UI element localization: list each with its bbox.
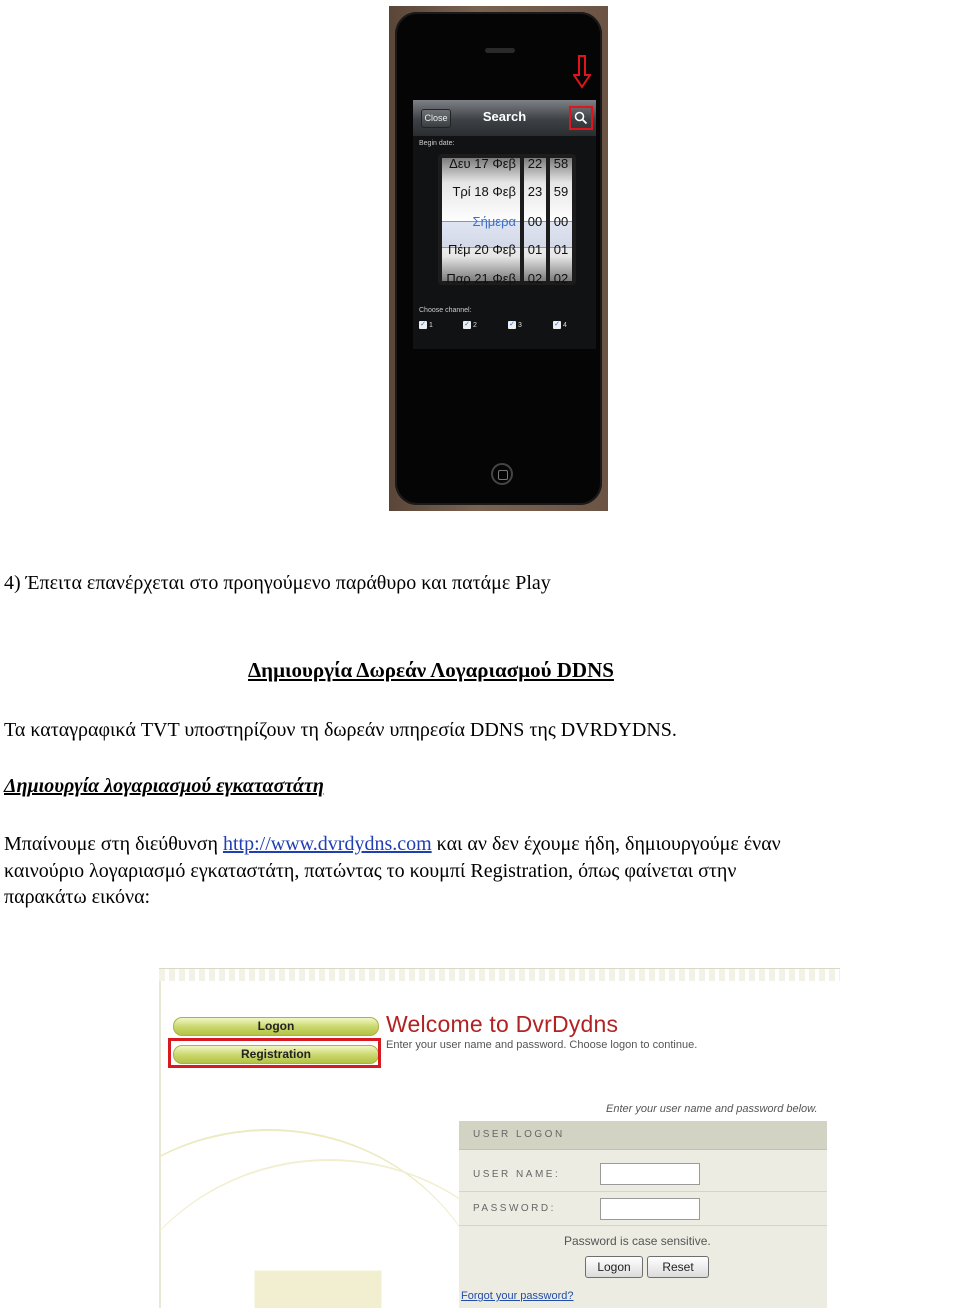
subheading: Δημιουργία λογαριασμού εγκαταστάτη bbox=[4, 775, 324, 797]
search-icon bbox=[574, 111, 588, 125]
header-stripes bbox=[159, 969, 840, 981]
picker-hour-item-selected[interactable]: 00 bbox=[527, 214, 543, 229]
channel-number: 3 bbox=[518, 321, 522, 329]
channel-number: 1 bbox=[429, 321, 433, 329]
picker-minute-item[interactable]: 59 bbox=[553, 184, 569, 199]
picker-date-item[interactable]: Πέμ 20 Φεβ bbox=[447, 242, 516, 257]
section-heading: Δημιουργία Δωρεάν Λογαριασμού DDNS bbox=[248, 658, 614, 682]
red-arrow-down-icon bbox=[573, 55, 591, 89]
login-form bbox=[459, 1121, 827, 1308]
logon-button[interactable]: Logon bbox=[585, 1256, 643, 1278]
channel-number: 4 bbox=[563, 321, 567, 329]
picker-hour-column[interactable] bbox=[524, 156, 546, 285]
login-form-header bbox=[459, 1121, 827, 1150]
checkbox-checked-icon: ✓ bbox=[554, 321, 560, 328]
login-form-title: USER LOGON bbox=[473, 1129, 565, 1140]
date-time-picker[interactable] bbox=[438, 154, 576, 285]
phone-navbar bbox=[413, 100, 596, 136]
checkbox-checked-icon: ✓ bbox=[509, 321, 515, 328]
username-input[interactable] bbox=[600, 1163, 700, 1185]
picker-date-item[interactable]: Δευ 17 Φεβ bbox=[449, 156, 516, 171]
dvrdydns-link[interactable]: http://www.dvrdydns.com bbox=[222, 833, 432, 855]
close-button[interactable]: Close bbox=[421, 109, 451, 128]
website-screenshot bbox=[159, 968, 840, 1308]
welcome-title: Welcome to DvrDydns bbox=[386, 1011, 619, 1037]
channel-number: 2 bbox=[473, 321, 477, 329]
paragraph-line-3: παρακάτω εικόνα: bbox=[4, 886, 151, 908]
step-4-text: 4) Έπειτα επανέρχεται στο προηγούμενο παράθυρο και πατάμε Play bbox=[4, 572, 551, 594]
picker-hour-item[interactable]: 23 bbox=[527, 184, 543, 199]
checkbox-checked-icon: ✓ bbox=[464, 321, 470, 328]
password-label: PASSWORD: bbox=[473, 1203, 556, 1214]
form-divider bbox=[459, 1191, 827, 1192]
channel-checkbox[interactable] bbox=[463, 321, 477, 329]
welcome-subtitle: Enter your user name and password. Choose logon to continue. bbox=[386, 1039, 698, 1051]
intro-line: Τα καταγραφικά TVT υποστηρίζουν τη δωρεάν υπηρεσία DDNS της DVRDYDNS. bbox=[4, 719, 677, 741]
picker-hour-item[interactable]: 02 bbox=[527, 271, 543, 285]
username-label: USER NAME: bbox=[473, 1169, 561, 1180]
form-divider bbox=[459, 1225, 827, 1226]
password-input[interactable] bbox=[600, 1198, 700, 1220]
phone-body bbox=[395, 12, 602, 505]
navbar-title: Search bbox=[482, 109, 527, 124]
case-sensitive-note: Password is case sensitive. bbox=[564, 1234, 711, 1248]
para-text-before-link: Μπαίνουμε στη διεύθυνση bbox=[4, 833, 223, 855]
picker-date-item[interactable]: Παρ 21 Φεβ bbox=[446, 271, 516, 285]
picker-minute-item-selected[interactable]: 00 bbox=[553, 214, 569, 229]
paragraph-line-1 bbox=[4, 831, 960, 858]
choose-channel-label: Choose channel: bbox=[419, 307, 472, 314]
channel-checkbox[interactable] bbox=[508, 321, 522, 329]
begin-date-label: Begin date: bbox=[419, 140, 455, 147]
checkbox-checked-icon: ✓ bbox=[420, 321, 426, 328]
enter-credentials-hint: Enter your user name and password below. bbox=[606, 1103, 818, 1115]
phone-speaker bbox=[485, 48, 515, 53]
registration-highlight-box bbox=[168, 1038, 381, 1068]
channel-checkbox[interactable] bbox=[553, 321, 567, 329]
instructions-paragraph bbox=[4, 831, 960, 911]
picker-date-item-selected[interactable]: Σήμερα bbox=[472, 214, 516, 229]
para-text-after-link: και αν δεν έχουμε ήδη, δημιουργούμε έναν bbox=[431, 833, 781, 855]
search-button-highlight[interactable] bbox=[569, 106, 593, 130]
picker-hour-item[interactable]: 22 bbox=[527, 156, 543, 171]
picker-minute-item[interactable]: 01 bbox=[553, 242, 569, 257]
channel-checkbox[interactable] bbox=[419, 321, 433, 329]
nav-logon-button[interactable]: Logon bbox=[173, 1017, 379, 1036]
reset-button[interactable]: Reset bbox=[647, 1256, 709, 1278]
picker-minute-item[interactable]: 58 bbox=[553, 156, 569, 171]
picker-minute-item[interactable]: 02 bbox=[553, 271, 569, 285]
paragraph-line-2: καινούριο λογαριασμό εγκαταστάτη, πατώντας το κουμπί Registration, όπως φαίνεται στην bbox=[4, 859, 737, 882]
picker-date-column[interactable] bbox=[442, 156, 520, 285]
picker-hour-item[interactable]: 01 bbox=[527, 242, 543, 257]
forgot-password-link[interactable]: Forgot your password? bbox=[461, 1290, 574, 1302]
home-button[interactable] bbox=[491, 463, 513, 485]
picker-minute-column[interactable] bbox=[550, 156, 572, 285]
phone-screen bbox=[413, 100, 596, 349]
picker-date-item[interactable]: Τρί 18 Φεβ bbox=[452, 184, 516, 199]
nav-registration-button[interactable]: Registration bbox=[173, 1045, 379, 1064]
